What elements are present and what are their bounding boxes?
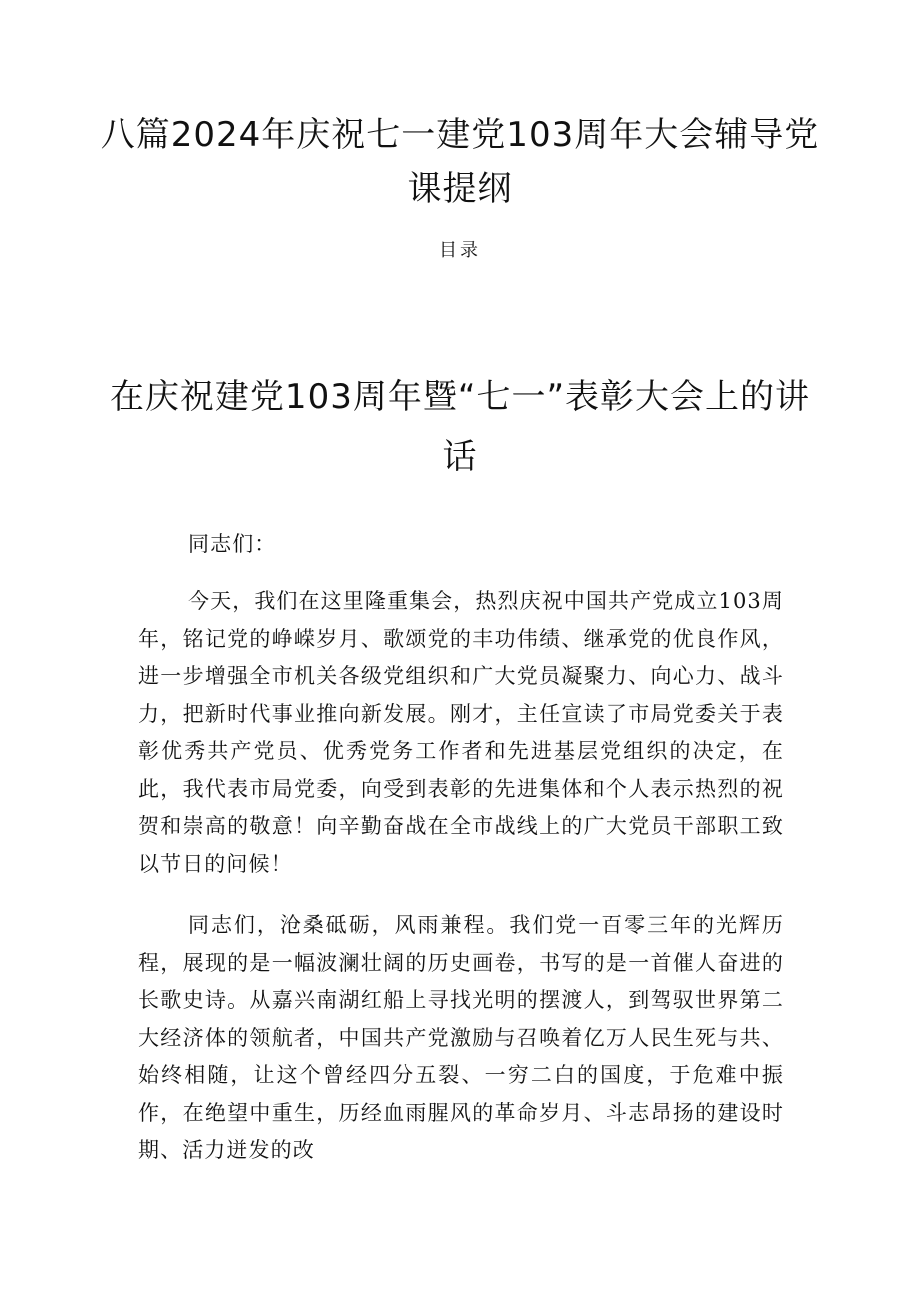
salutation: 同志们： <box>188 532 277 556</box>
paragraph-1: 今天，我们在这里隆重集会，热烈庆祝中国共产党成立103周年，铭记党的峥嵘岁月、歌颂党的丰功伟绩、继承党的优良作风，进一步增强全市机关各级党组织和广大党员凝聚力、向心力、战斗力，把新时代事业推向新发展。刚才，主任宣读了市局党委关于表彰优秀共产党员、优秀党务工作者和先进基层党组织的决定，在此，我代表市局党委，向受到表彰的先进集体和个人表示热烈的祝贺和崇高的敬意！向辛勤奋战在全市战线上的广大党员干部职工致以节日的问候！ <box>138 589 784 876</box>
table-of-contents-label: 目录 <box>439 240 481 261</box>
speech-title: 在庆祝建党103周年暨“七一”表彰大会上的讲话 <box>109 377 811 477</box>
paragraph-2: 同志们，沧桑砥砺，风雨兼程。我们党一百零三年的光辉历程，展现的是一幅波澜壮阔的历史画卷，书写的是一首催人奋进的长歌史诗。从嘉兴南湖红船上寻找光明的摆渡人，到驾驭世界第二大经济体的领航者，中国共产党激励与召唤着亿万人民生死与共、始终相随，让这个曾经四分五裂、一穷二白的国度，于危难中振作，在绝望中重生，历经血雨腥风的革命岁月、斗志昂扬的建设时期、活力迸发的改 <box>138 913 784 1162</box>
document-title: 八篇2024年庆祝七一建党103周年大会辅导党课提纲 <box>100 115 820 209</box>
